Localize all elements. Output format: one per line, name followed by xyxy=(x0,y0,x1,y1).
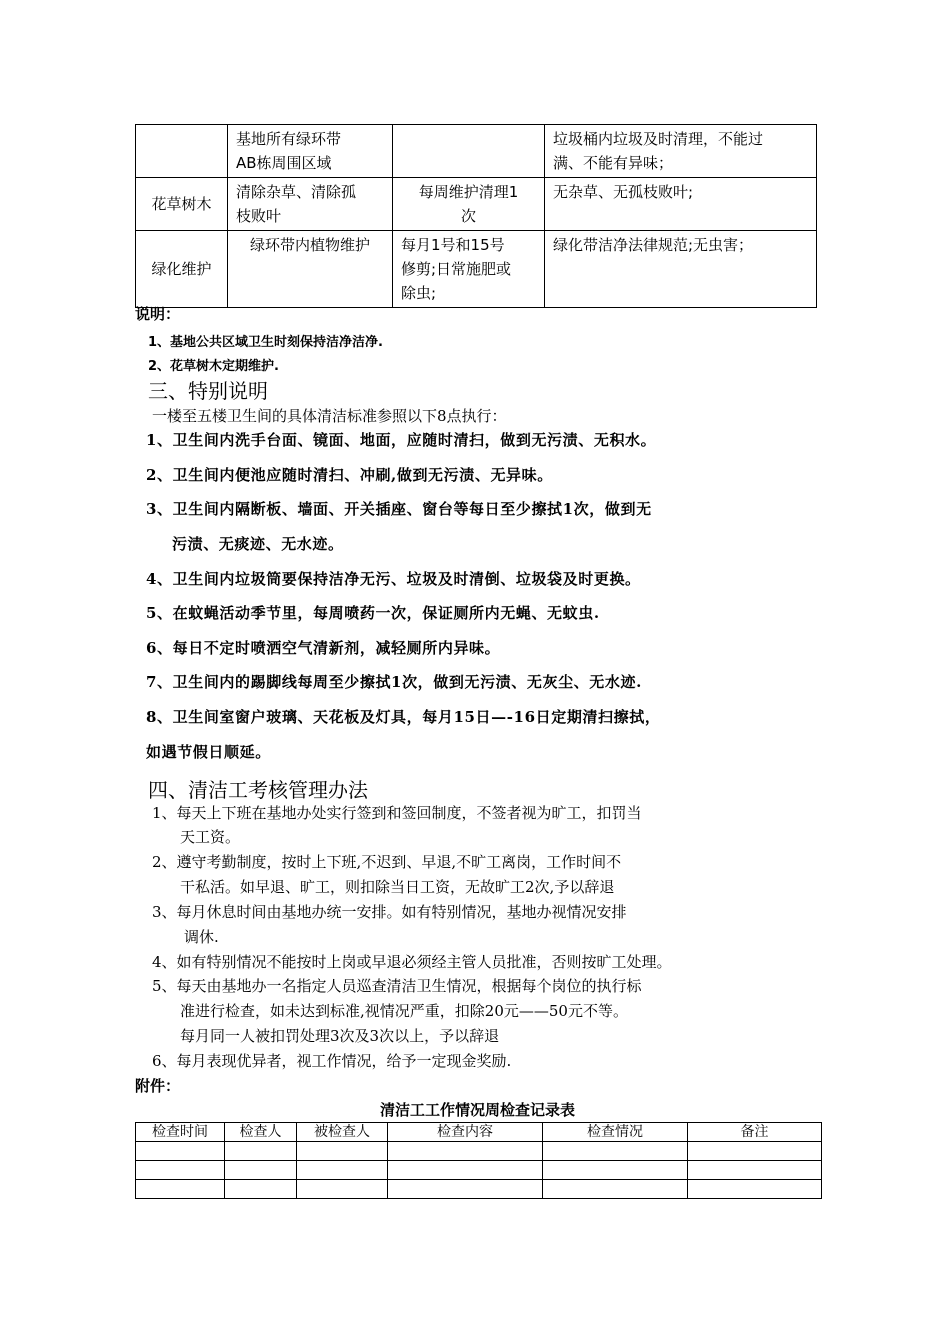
rule-item: 3、每月休息时间由基地办统一安排。如有特别情况，基地办视情况安排 xyxy=(152,903,627,921)
rule-item: 1、每天上下班在基地办处实行签到和签回制度，不签者视为旷工，扣罚当 xyxy=(152,804,642,822)
rule-item-continued: 干私活。如早退、旷工，则扣除当日工资，无故旷工2次,予以辞退 xyxy=(180,878,615,896)
table-cell-item: 清除杂草、清除孤 枝败叶 xyxy=(228,178,393,231)
table-cell[interactable] xyxy=(297,1161,388,1180)
column-header: 检查内容 xyxy=(388,1123,543,1142)
table-cell[interactable] xyxy=(297,1180,388,1199)
table-cell[interactable] xyxy=(136,1180,225,1199)
table-row xyxy=(136,231,817,308)
table-cell[interactable] xyxy=(136,1142,225,1161)
table-cell-frequency: 每月1号和15号 修剪;日常施肥或 除虫; xyxy=(393,231,545,308)
section-title: 三、特别说明 xyxy=(148,379,268,403)
standard-item: 1、卫生间内洗手台面、镜面、地面，应随时清扫，做到无污渍、无积水。 xyxy=(146,431,657,449)
rule-item-continued: 调休. xyxy=(184,928,219,946)
table-cell[interactable] xyxy=(388,1180,543,1199)
standard-item: 3、卫生间内隔断板、墙面、开关插座、窗台等每日至少擦拭1次，做到无 xyxy=(146,500,652,518)
table-row xyxy=(136,178,817,231)
section-title: 四、清洁工考核管理办法 xyxy=(148,778,368,802)
table-header-row xyxy=(136,1123,822,1142)
standard-item-continued: 污渍、无痰迹、无水迹。 xyxy=(172,535,344,553)
notes-heading: 说明： xyxy=(135,305,181,323)
column-header: 检查时间 xyxy=(136,1123,225,1142)
table-cell[interactable] xyxy=(225,1180,297,1199)
table-cell-item: 绿环带内植物维护 xyxy=(228,231,393,308)
table-cell[interactable] xyxy=(688,1161,822,1180)
table-cell[interactable] xyxy=(543,1180,688,1199)
table-cell-area: 花草树木 xyxy=(136,178,228,231)
table-cell[interactable] xyxy=(136,1161,225,1180)
standard-item-continued: 如遇节假日顺延。 xyxy=(146,743,271,761)
attachment-label: 附件： xyxy=(135,1077,181,1095)
rule-item: 5、每天由基地办一名指定人员巡查清洁卫生情况，根据每个岗位的执行标 xyxy=(152,977,642,995)
rule-item: 4、如有特别情况不能按时上岗或早退必须经主管人员批准，否则按旷工处理。 xyxy=(152,953,672,971)
note-item: 2、花草树木定期维护. xyxy=(148,359,279,374)
record-table-title: 清洁工工作情况周检查记录表 xyxy=(379,1101,575,1119)
inspection-record-table xyxy=(135,1122,822,1199)
table-cell-item: 基地所有绿环带 AB栋周围区域 xyxy=(228,125,393,178)
table-row xyxy=(136,1161,822,1180)
table-cell-area: 绿化维护 xyxy=(136,231,228,308)
rule-item-continued: 准进行检查，如未达到标准,视情况严重，扣除20元——50元不等。 xyxy=(180,1002,628,1020)
standard-item: 7、卫生间内的踢脚线每周至少擦拭1次，做到无污渍、无灰尘、无水迹. xyxy=(146,673,642,691)
standard-item: 5、在蚊蝇活动季节里，每周喷药一次，保证厕所内无蝇、无蚊虫. xyxy=(146,604,600,622)
table-cell[interactable] xyxy=(388,1142,543,1161)
table-cell[interactable] xyxy=(225,1161,297,1180)
column-header: 检查人 xyxy=(225,1123,297,1142)
table-cell[interactable] xyxy=(297,1142,388,1161)
standard-item: 4、卫生间内垃圾筒要保持洁净无污、垃圾及时清倒、垃圾袋及时更换。 xyxy=(146,570,641,588)
table-cell[interactable] xyxy=(225,1142,297,1161)
table-row xyxy=(136,1142,822,1161)
table-cell-frequency xyxy=(393,125,545,178)
table-cell-area xyxy=(136,125,228,178)
rule-item-continued: 天工资。 xyxy=(180,828,241,846)
column-header: 备注 xyxy=(688,1123,822,1142)
standard-item: 8、卫生间室窗户玻璃、天花板及灯具，每月15日—-16日定期清扫擦拭， xyxy=(146,708,661,726)
column-header: 检查情况 xyxy=(543,1123,688,1142)
table-cell-standard: 无杂草、无孤枝败叶; xyxy=(545,178,817,231)
rule-item: 2、遵守考勤制度，按时上下班,不迟到、早退,不旷工离岗，工作时间不 xyxy=(152,853,622,871)
table-cell[interactable] xyxy=(688,1180,822,1199)
column-header: 被检查人 xyxy=(297,1123,388,1142)
table-cell[interactable] xyxy=(688,1142,822,1161)
table-cell-standard: 垃圾桶内垃圾及时清理，不能过 满、不能有异味； xyxy=(545,125,817,178)
table-row xyxy=(136,125,817,178)
table-row xyxy=(136,1180,822,1199)
standard-item: 2、卫生间内便池应随时清扫、冲刷,做到无污渍、无异味。 xyxy=(146,466,553,484)
table-cell[interactable] xyxy=(388,1161,543,1180)
table-cell-frequency: 每周维护清理1 次 xyxy=(393,178,545,231)
standard-item: 6、每日不定时喷洒空气清新剂，减轻厕所内异味。 xyxy=(146,639,501,657)
section-intro: 一楼至五楼卫生间的具体清洁标准参照以下8点执行： xyxy=(152,407,507,425)
table-cell[interactable] xyxy=(543,1161,688,1180)
table-cell[interactable] xyxy=(543,1142,688,1161)
rule-item-continued: 每月同一人被扣罚处理3次及3次以上，予以辞退 xyxy=(180,1027,500,1045)
cleaning-standard-table xyxy=(135,124,817,308)
table-cell-standard: 绿化带洁净法律规范;无虫害； xyxy=(545,231,817,308)
note-item: 1、基地公共区域卫生时刻保持洁净洁净. xyxy=(148,335,383,350)
rule-item: 6、每月表现优异者，视工作情况，给予一定现金奖励. xyxy=(152,1052,512,1070)
